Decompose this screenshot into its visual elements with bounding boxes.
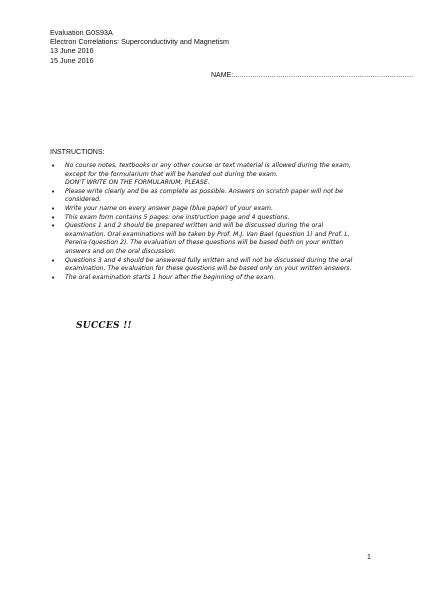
- instruction-line: Please write clearly and be as complete as possible. Answers on scratch paper will not be: [65, 187, 343, 195]
- bullet-icon: •: [51, 204, 56, 213]
- instruction-line: Pereira (question 2). The evaluation of these questions will be based both on your written: [65, 239, 344, 247]
- instruction-line: examination. The evaluation for these questions will be based only on your written answers.: [65, 265, 352, 273]
- bullet-icon: •: [51, 187, 56, 196]
- exam-header: [50, 28, 229, 65]
- closing-message: SUCCES !!: [76, 321, 132, 331]
- exam-code: Evaluation G0S93A: [50, 28, 113, 37]
- instruction-item: [50, 188, 380, 205]
- bullet-icon: •: [51, 273, 56, 282]
- exam-date-2: 15 June 2016: [50, 55, 94, 65]
- instruction-line: No course notes, textbooks or any other course or text material is allowed during the exam,: [65, 162, 351, 169]
- instruction-line: answers and on the oral discussion.: [65, 247, 176, 255]
- page-number: 1: [367, 554, 371, 561]
- bullet-icon: •: [51, 222, 56, 231]
- name-dotted-line: ....................................................................................: [233, 72, 414, 79]
- course-title: Electron Correlations: Superconductivity and Magnetism: [50, 37, 229, 47]
- bullet-icon: •: [51, 256, 56, 265]
- instructions-list: [50, 162, 380, 282]
- instruction-line: Questions 3 and 4 should be answered fully written and will not be discussed during the oral: [65, 256, 353, 264]
- exam-date-1: 13 June 2016: [50, 46, 94, 56]
- instruction-item: [50, 214, 380, 223]
- bullet-icon: •: [51, 213, 56, 222]
- instruction-line: considered.: [65, 196, 102, 204]
- instruction-line: examination. Oral examinations will be taken by Prof. M.J. Van Bael (question 1) and Prof. L.: [65, 230, 350, 238]
- instruction-item: [50, 274, 380, 283]
- instruction-line: except for the formularium that will be handed out during the exam.: [65, 170, 278, 178]
- instruction-line: Questions 1 and 2 should be prepared written and will be discussed during the oral: [65, 222, 324, 230]
- bullet-icon: •: [51, 162, 56, 170]
- instruction-item: [50, 222, 380, 256]
- instruction-line: Write your name on every answer page (blue paper) of your exam.: [65, 204, 273, 212]
- instructions-heading: INSTRUCTIONS:: [50, 149, 105, 156]
- instruction-item: [50, 162, 380, 188]
- instruction-item: [50, 205, 380, 214]
- instruction-line: The oral examination starts 1 hour after the beginning of the exam.: [65, 273, 276, 281]
- instruction-line: DON'T WRITE ON THE FORMULARIUM, PLEASE.: [65, 179, 210, 187]
- name-label: NAME:: [211, 72, 234, 79]
- instruction-item: [50, 257, 380, 274]
- instruction-line: This exam form contains 5 pages: one instruction page and 4 questions.: [65, 213, 290, 221]
- name-field: [211, 72, 413, 79]
